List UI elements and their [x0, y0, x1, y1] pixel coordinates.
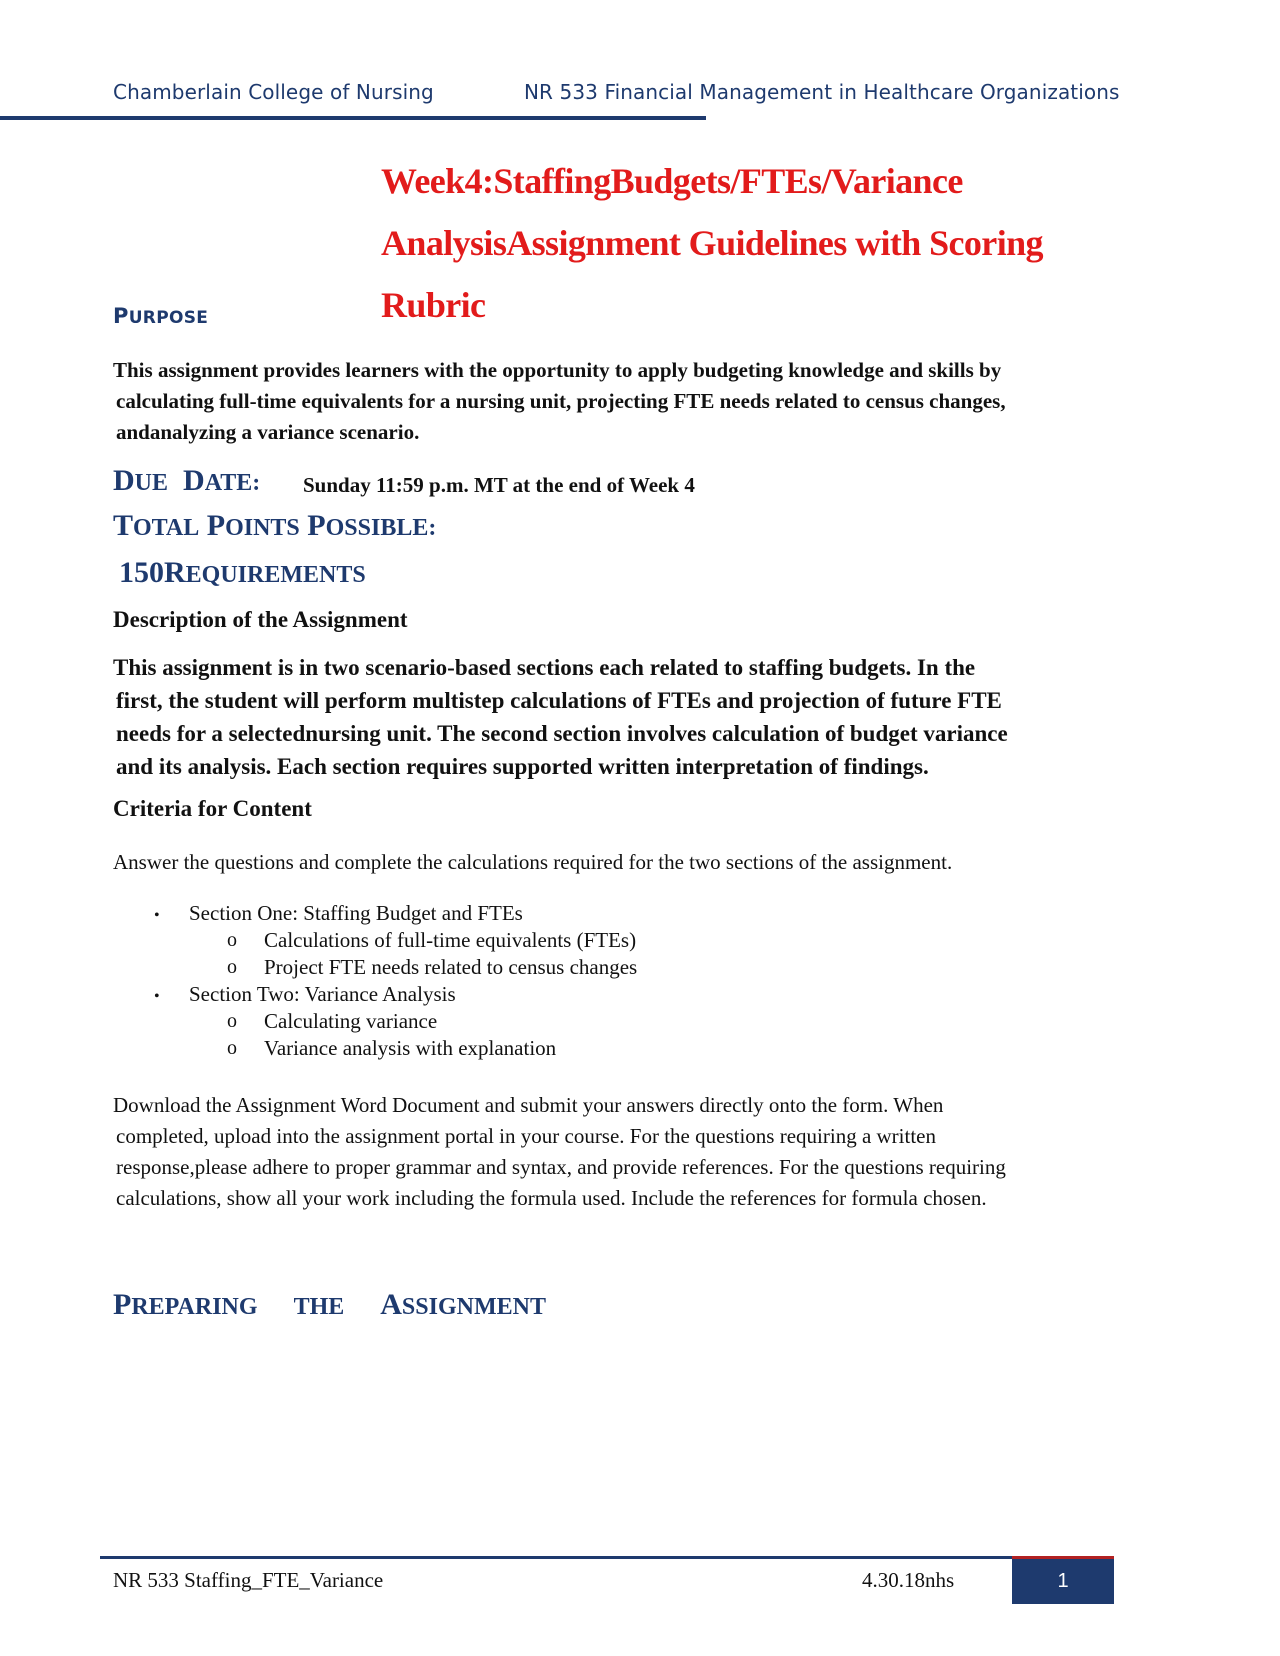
footer-version: 4.30.18nhs: [862, 1568, 955, 1592]
sub-bullet-marker: o: [227, 929, 237, 951]
instructions-paragraph: [113, 1090, 1133, 1214]
list-item: o Calculations of full-time equivalents (FTEs): [227, 928, 637, 952]
criteria-heading: Criteria for Content: [113, 796, 312, 821]
description-line: first, the student will perform multistep calculations of FTEs and projection of future FTE: [116, 688, 1002, 713]
header-institution: Chamberlain College of Nursing: [113, 80, 434, 104]
description-heading: Description of the Assignment: [113, 607, 408, 632]
total-points-heading: TOTAL POINTS POSSIBLE:: [113, 509, 437, 542]
footer-divider: [100, 1556, 1114, 1559]
header-divider: [0, 116, 706, 120]
instructions-line: completed, upload into the assignment portal in your course. For the questions requiring a written: [116, 1124, 936, 1148]
title-line-1: Week4:StaffingBudgets/FTEs/Variance: [381, 161, 963, 201]
description-line: needs for a selectednursing unit. The second section involves calculation of budget variance: [116, 721, 1008, 746]
purpose-line: calculating full-time equivalents for a nursing unit, projecting FTE needs related to census changes,: [116, 389, 1006, 413]
description-line: This assignment is in two scenario-based sections each related to staffing budgets. In the: [113, 655, 976, 680]
list-item: • Section Two: Variance Analysis: [189, 981, 456, 1008]
page-number: 1: [1057, 1570, 1069, 1592]
due-date-heading: DUE DATE:: [113, 464, 261, 497]
bullet-marker: •: [154, 907, 160, 924]
sub-bullet-marker: o: [227, 1010, 237, 1032]
total-points-value: 150: [119, 556, 164, 589]
purpose-line: This assignment provides learners with the opportunity to apply budgeting knowledge and skills by: [113, 358, 1002, 382]
requirements-heading: 150REQUIREMENTS: [119, 556, 366, 589]
list-item: • Section One: Staffing Budget and FTEs: [189, 900, 523, 927]
page-number-badge: [1012, 1559, 1114, 1604]
description-line: and its analysis. Each section requires supported written interpretation of findings.: [116, 754, 929, 779]
title-line-2: AnalysisAssignment Guidelines with Scoring: [381, 223, 1043, 263]
sub-bullet-marker: o: [227, 956, 237, 978]
title-line-3: Rubric: [381, 285, 486, 325]
due-date-value: Sunday 11:59 p.m. MT at the end of Week 4: [303, 473, 695, 497]
instructions-line: Download the Assignment Word Document and submit your answers directly onto the form. When: [113, 1093, 944, 1117]
list-item: o Variance analysis with explanation: [227, 1036, 557, 1060]
purpose-line: andanalyzing a variance scenario.: [116, 420, 420, 444]
description-paragraph: [113, 651, 1123, 783]
sub-bullet-marker: o: [227, 1037, 237, 1059]
purpose-paragraph: [113, 355, 1123, 448]
criteria-intro: Answer the questions and complete the calculations required for the two sections of the assignment.: [113, 850, 953, 874]
purpose-heading: PURPOSE: [113, 304, 209, 328]
instructions-line: response,please adhere to proper grammar and syntax, and provide references. For the questions requiring: [116, 1155, 1006, 1179]
header-course: NR 533 Financial Management in Healthcare Organizations: [524, 80, 1120, 104]
list-item: o Project FTE needs related to census changes: [227, 955, 638, 979]
preparing-heading: PREPARING THE ASSIGNMENT: [113, 1288, 546, 1321]
instructions-line: calculations, show all your work including the formula used. Include the references for formula chosen.: [116, 1186, 987, 1210]
footer-doc-name: NR 533 Staffing_FTE_Variance: [113, 1568, 384, 1592]
list-item: o Calculating variance: [227, 1009, 438, 1033]
bullet-marker: •: [154, 988, 160, 1005]
